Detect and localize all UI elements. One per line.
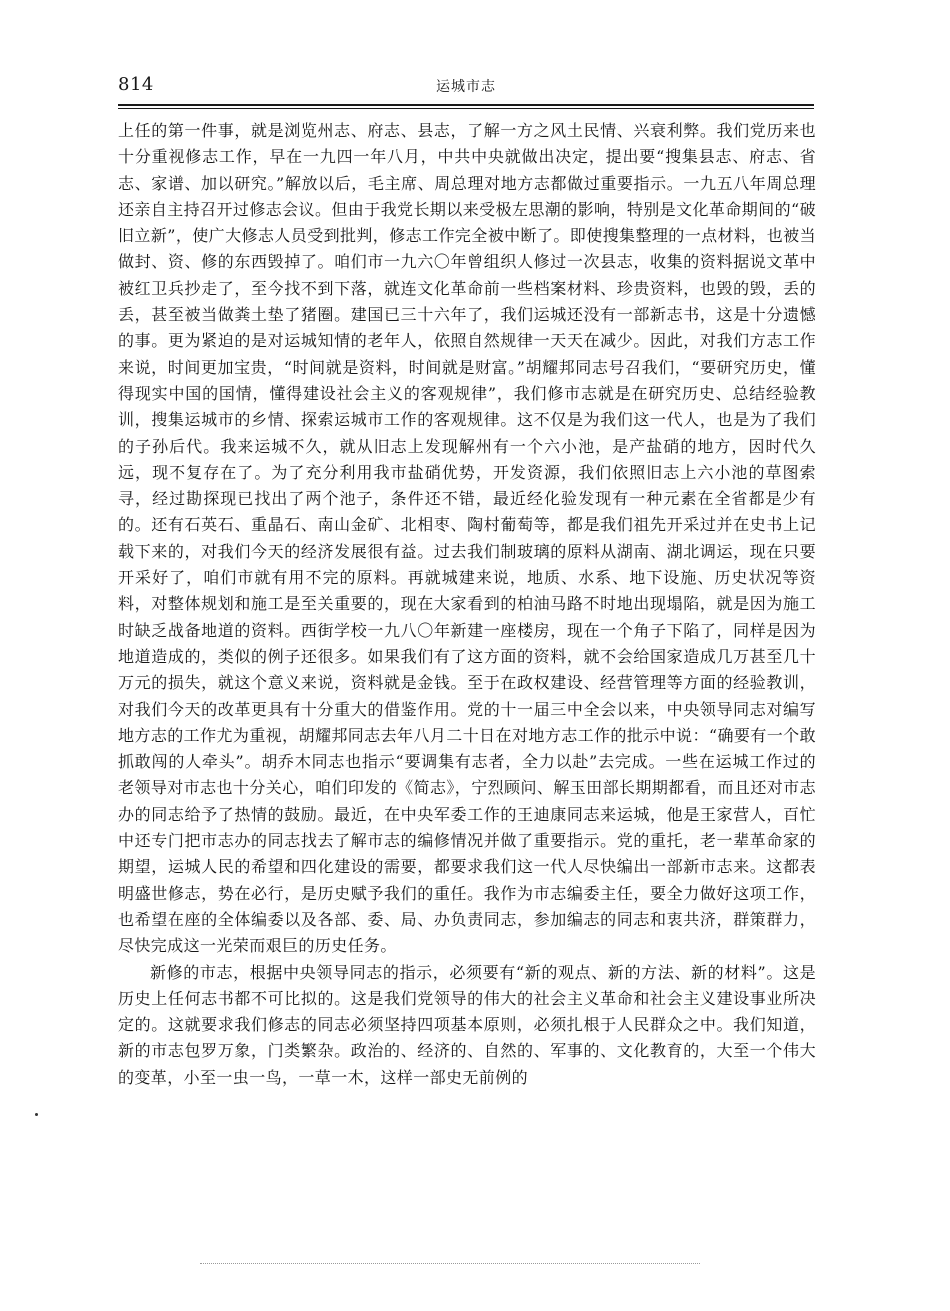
paragraph: 新修的市志，根据中央领导同志的指示，必须要有“新的观点、新的方法、新的材料”。这是历史上任何志书都不可比拟的。这是我们党领导的伟大的社会主义革命和社会主义建设事业所决定的。这就要求我们修志的同志必须坚持四项基本原则，必须扎根于人民群众之中。我们知道，新的市志包罗万象，门类繁杂。政治的、经济的、自然的、军事的、文化教育的，大至一个伟大的变革，小至一虫一鸟，一草一木，这样一部史无前例的 <box>118 962 816 1087</box>
running-title: 运城市志 <box>436 79 496 95</box>
scan-speck <box>35 1113 38 1116</box>
body-text <box>118 118 816 1091</box>
page-number: 814 <box>118 74 154 95</box>
header-rule-thin <box>118 108 814 109</box>
scan-smudge-line <box>200 1263 700 1264</box>
paragraph-continued: 上任的第一件事，就是浏览州志、府志、县志，了解一方之风土民情、兴衰利弊。我们党历来也十分重视修志工作，早在一九四一年八月，中共中央就做出决定，提出要“搜集县志、府志、省志、家谱、加以研究。”解放以后，毛主席、周总理对地方志都做过重要指示。一九五八年周总理还亲自主持召开过修志会议。但由于我党长期以来受极左思潮的影响，特别是文化革命期间的“破旧立新”，使广大修志人员受到批判，修志工作完全被中断了。即使搜集整理的一点材料，也被当做封、资、修的东西毁掉了。咱们市一九六〇年曾组织人修过一次县志，收集的资料据说文革中被红卫兵抄走了，至今找不到下落，就连文化革命前一些档案材料、珍贵资料，也毁的毁，丢的丢，甚至被当做粪土垫了猪圈。建国已三十六年了，我们运城还没有一部新志书，这是十分遗憾的事。更为紧迫的是对运城知情的老年人，依照自然规律一天天在减少。因此，对我们方志工作来说，时间更加宝贵，“时间就是资料，时间就是财富。”胡耀邦同志号召我们，“要研究历史，懂得现实中国的国情，懂得建设社会主义的客观规律”，我们修市志就是在研究历史、总结经验教训，搜集运城市的乡情、探索运城市工作的客观规律。这不仅是为我们这一代人，也是为了我们的子孙后代。我来运城不久，就从旧志上发现解州有一个六小池，是产盐硝的地方，因时代久远，现不复存在了。为了充分利用我市盐硝优势，开发资源，我们依照旧志上六小池的草图索寻，经过勘探现已找出了两个池子，条件还不错，最近经化验发现有一种元素在全省都是少有的。还有石英石、重晶石、南山金矿、北相枣、陶村葡萄等，都是我们祖先开采过并在史书上记载下来的，对我们今天的经济发展很有益。过去我们制玻璃的原料从湖南、湖北调运，现在只要开采好了，咱们市就有用不完的原料。再就城建来说，地质、水系、地下设施、历史状况等资料，对整体规划和施工是至关重要的，现在大家看到的柏油马路不时地出现塌陷，就是因为施工时缺乏战备地道的资料。西街学校一九八〇年新建一座楼房，现在一个角子下陷了，同样是因为地道造成的，类似的例子还很多。如果我们有了这方面的资料，就不会给国家造成几万甚至几十万元的损失，就这个意义来说，资料就是金钱。至于在政权建设、经营管理等方面的经验教训，对我们今天的改革更具有十分重大的借鉴作用。党的十一届三中全会以来，中央领导同志对编写地方志的工作尤为重视，胡耀邦同志去年八月二十日在对地方志工作的批示中说：“确要有一个敢抓敢闯的人牵头”。胡乔木同志也指示“要调集有志者，全力以赴”去完成。一些在运城工作过的老领导对市志也十分关心，咱们印发的《简志》，宁烈顾问、解玉田部长期期都看，而且还对市志办的同志给予了热情的鼓励。最近，在中央军委工作的王迪康同志来运城，他是王家营人，百忙中还专门把市志办的同志找去了解市志的编修情况并做了重要指示。党的重托，老一辈革命家的期望，运城人民的希望和四化建设的需要，都要求我们这一代人尽快编出一部新市志来。这都表明盛世修志，势在必行，是历史赋予我们的重任。我作为市志编委主任，要全力做好这项工作，也希望在座的全体编委以及各部、委、局、办负责同志，参加编志的同志和衷共济，群策群力，尽快完成这一光荣而艰巨的历史任务。 <box>118 121 816 956</box>
page-header <box>118 74 814 100</box>
header-rule <box>118 104 814 106</box>
